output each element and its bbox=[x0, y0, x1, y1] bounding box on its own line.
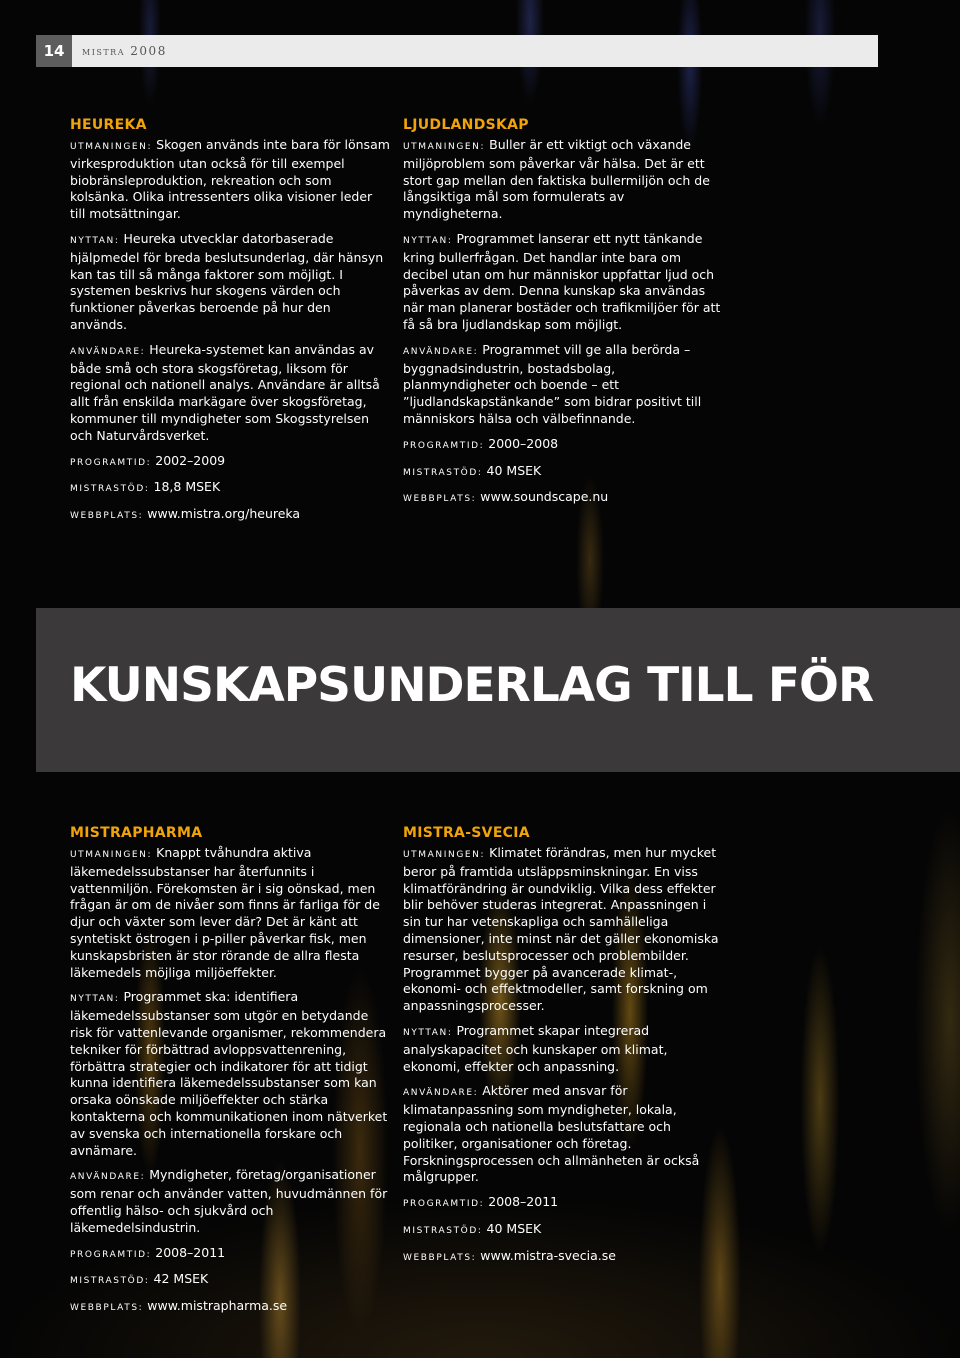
nyttan-text: Programmet skapar integrerad analyskapacitet och kunskaper om klimat, ekonomi, effekter och anpassning. bbox=[403, 1022, 668, 1074]
label-nyttan: NYTTAN: bbox=[70, 994, 120, 1005]
webbplats-line bbox=[70, 506, 390, 525]
anvandare-text: Heureka-systemet kan användas av både små och stora skogsföretag, liksom för regional och nationell analys. Användare är alltså allt från enskilda markägare över skogsföretag, kommuner till myndigheter som Skogsstyrelsen och Naturvårdsverket. bbox=[70, 341, 380, 443]
webbplats-link[interactable]: www.mistra-svecia.se bbox=[480, 1247, 616, 1263]
label-nyttan: NYTTAN: bbox=[403, 235, 453, 246]
label-mistrastod: MISTRASTÖD: bbox=[70, 1276, 150, 1287]
section-mistrapharma bbox=[70, 824, 390, 1325]
label-programtid: PROGRAMTID: bbox=[403, 440, 485, 451]
section-title: HEUREKA bbox=[70, 117, 147, 133]
webbplats-link[interactable]: www.soundscape.nu bbox=[480, 489, 609, 505]
programtid-line bbox=[70, 1245, 390, 1264]
label-webbplats: WEBBPLATS: bbox=[70, 1303, 144, 1314]
utmaningen-text: Knappt tvåhundra aktiva läkemedelssubstanser har återfunnits i vattenmiljön. Förekomsten är i sig oönskad, men frågan är om de nivåer som finns är farliga för de djur och växter som lever där? Det är känt att syntetiskt östrogen i p-piller påverkar fisk, men kunskapsbristen är stor rörande de allra flesta läkemedels möjliga miljöeffekter. bbox=[70, 845, 380, 980]
mistrastod-value: 40 MSEK bbox=[486, 1220, 542, 1236]
webbplats-link[interactable]: www.mistra.org/heureka bbox=[147, 506, 301, 522]
nyttan-paragraph bbox=[70, 989, 390, 1159]
label-webbplats: WEBBPLATS: bbox=[70, 511, 144, 522]
programtid-value: 2008–2011 bbox=[488, 1194, 559, 1210]
label-utmaningen: UTMANINGEN: bbox=[403, 142, 486, 152]
utmaningen-text: Klimatet förändras, men hur mycket beror på framtida utsläppsminskningar. En viss klimatförändring är oundviklig. Vilka dess effekter blir behöver studeras integrerat. Anpassningen i sin tur har vetenskapliga och samhälleliga dimensioner, inte minst när det gäller ekonomiska resurser, beslutsprocesser och problembilder. Programmet bygger på avancerade klimat-, ekonomi- och effektmodeller, samt forskning om anpassningsprocesser. bbox=[403, 845, 719, 1014]
nyttan-text: Programmet ska: identifiera läkemedelssubstanser som utgör en betydande risk för vattenlevande organismer, rekommendera tekniker för förbättrad avloppsvattenrening, förbättra strategier och indikatorer för att tidigt kunna identifiera läkemedelssubstanser som kan orsaka oönskade miljöeffekter och stärka kontakterna och kommunikationen inom nätverket av svenska och internationella forskare och avnämare. bbox=[70, 989, 388, 1158]
section-mistra-svecia bbox=[403, 824, 723, 1275]
webbplats-link[interactable]: www.mistrapharma.se bbox=[147, 1298, 288, 1314]
page-header bbox=[36, 35, 878, 67]
mistrastod-value: 42 MSEK bbox=[153, 1271, 209, 1287]
page-number: 14 bbox=[36, 35, 72, 67]
mistrastod-line bbox=[403, 463, 723, 482]
utmaningen-paragraph bbox=[403, 845, 723, 1015]
programtid-value: 2008–2011 bbox=[155, 1244, 226, 1260]
label-mistrastod: MISTRASTÖD: bbox=[403, 1225, 483, 1236]
utmaningen-paragraph bbox=[403, 137, 723, 223]
utmaningen-text: Buller är ett viktigt och växande miljöproblem som påverkar vår hälsa. Det är ett stort gap mellan den faktiska bullermiljön och de långsiktiga mål som formulerats av myndigheterna. bbox=[403, 137, 710, 222]
label-webbplats: WEBBPLATS: bbox=[403, 494, 477, 505]
label-programtid: PROGRAMTID: bbox=[403, 1199, 485, 1210]
label-utmaningen: UTMANINGEN: bbox=[70, 850, 153, 860]
section-title: MISTRA-SVECIA bbox=[403, 825, 530, 841]
publication-name: mistra 2008 bbox=[82, 44, 167, 58]
programtid-line bbox=[403, 1194, 723, 1213]
anvandare-text: Programmet vill ge alla berörda – byggnadsindustrin, bostadsbolag, planmyndigheter och boende – ett ”ljudlandskapstänkande” som bidrar positivt till människors hälsa och välbefinnande. bbox=[403, 341, 702, 426]
label-utmaningen: UTMANINGEN: bbox=[403, 850, 486, 860]
anvandare-text: Myndigheter, företag/organisationer som renar och använder vatten, huvudmännen för offentlig hälso- och sjukvård och läkemedelsindustrin. bbox=[70, 1167, 388, 1235]
webbplats-line bbox=[403, 1248, 723, 1267]
programtid-value: 2000–2008 bbox=[488, 435, 559, 451]
label-programtid: PROGRAMTID: bbox=[70, 457, 152, 468]
nyttan-text: Programmet lanserar ett nytt tänkande kring bullerfrågan. Det handlar inte bara om decibel utan om hur människor uppfattar ljud och påverkas av dem. Denna kunskap ska användas när man planerar bostäder och trafikmiljöer för att få så bra ljudlandskap som möjligt. bbox=[403, 230, 721, 332]
utmaningen-text: Skogen används inte bara för lönsam virkesproduktion utan också för till exempel biobränsleproduktion, rekreation och som kolsänka. Olika intressenters olika visioner leder till motsättningar. bbox=[70, 137, 390, 222]
nyttan-paragraph bbox=[70, 231, 390, 334]
label-anvandare: ANVÄNDARE: bbox=[70, 346, 146, 357]
anvandare-paragraph bbox=[403, 1083, 723, 1186]
label-programtid: PROGRAMTID: bbox=[70, 1249, 152, 1260]
anvandare-paragraph bbox=[70, 342, 390, 445]
label-nyttan: NYTTAN: bbox=[403, 1027, 453, 1038]
label-webbplats: WEBBPLATS: bbox=[403, 1252, 477, 1263]
webbplats-line bbox=[70, 1298, 390, 1317]
webbplats-line bbox=[403, 489, 723, 508]
label-mistrastod: MISTRASTÖD: bbox=[403, 467, 483, 478]
mistrastod-value: 18,8 MSEK bbox=[153, 479, 221, 495]
label-nyttan: NYTTAN: bbox=[70, 235, 120, 246]
anvandare-paragraph bbox=[403, 342, 723, 428]
label-anvandare: ANVÄNDARE: bbox=[403, 1088, 479, 1099]
section-heureka bbox=[70, 116, 390, 533]
banner-title: KUNSKAPSUNDERLAG TILL FÖR bbox=[70, 658, 874, 713]
programtid-line bbox=[70, 453, 390, 472]
mistrastod-line bbox=[70, 479, 390, 498]
nyttan-text: Heureka utvecklar datorbaserade hjälpmedel för breda beslutsunderlag, där hänsyn kan tas till så många faktorer som möjligt. I systemen beskrivs hur skogens värden och funktioner påverkas beroende på hur den används. bbox=[70, 230, 384, 332]
nyttan-paragraph bbox=[403, 231, 723, 334]
label-mistrastod: MISTRASTÖD: bbox=[70, 484, 150, 495]
section-title: LJUDLANDSKAP bbox=[403, 117, 529, 133]
label-anvandare: ANVÄNDARE: bbox=[70, 1172, 146, 1183]
programtid-line bbox=[403, 436, 723, 455]
anvandare-paragraph bbox=[70, 1167, 390, 1236]
mistrastod-line bbox=[403, 1221, 723, 1240]
label-utmaningen: UTMANINGEN: bbox=[70, 142, 153, 152]
mistrastod-line bbox=[70, 1271, 390, 1290]
utmaningen-paragraph bbox=[70, 137, 390, 223]
label-anvandare: ANVÄNDARE: bbox=[403, 346, 479, 357]
anvandare-text: Aktörer med ansvar för klimatanpassning som myndigheter, lokala, regionala och nationella beslutsfattare och politiker, organisationer och företag. Forskningsprocessen och allmänheten är också målgrupper. bbox=[403, 1083, 700, 1185]
mistrastod-value: 40 MSEK bbox=[486, 462, 542, 478]
section-ljudlandskap bbox=[403, 116, 723, 516]
section-title: MISTRAPHARMA bbox=[70, 825, 203, 841]
utmaningen-paragraph bbox=[70, 845, 390, 981]
section-banner bbox=[36, 608, 960, 772]
nyttan-paragraph bbox=[403, 1023, 723, 1075]
programtid-value: 2002–2009 bbox=[155, 452, 226, 468]
